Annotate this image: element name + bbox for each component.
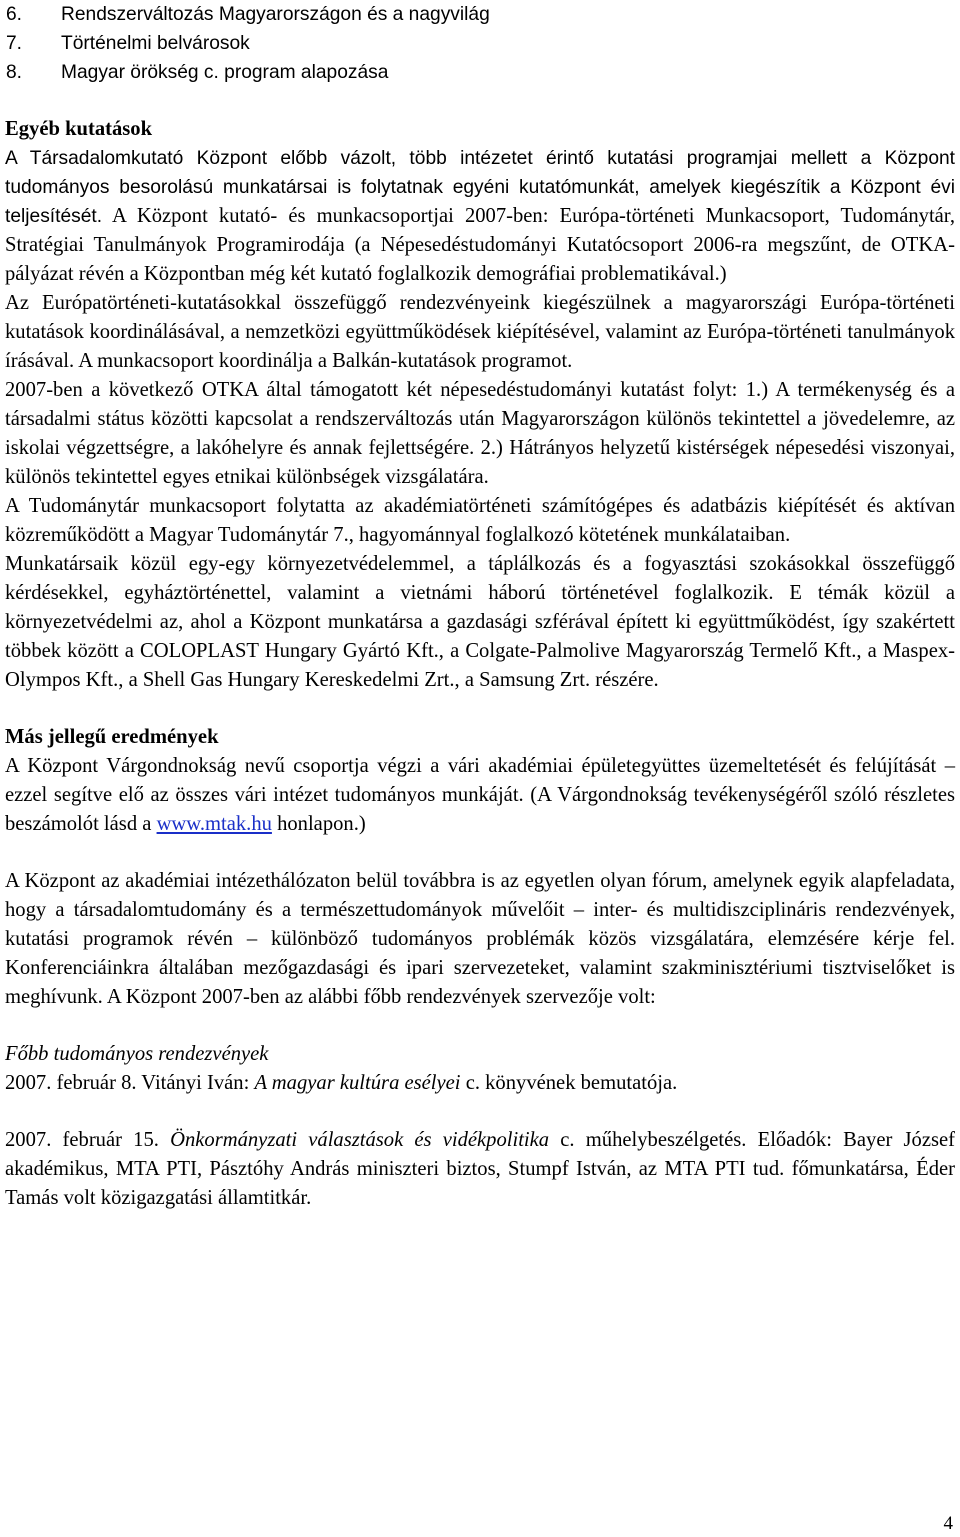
paragraph-continuation: A Központ kutató- és munkacsoportjai 2007-ben: Európa-történeti Munkacsoport, Tudománytár, Stratégiai Tanulmányok Programirodája (a Népesedéstudományi Kutatócsoport 2006-ra megszűnt, de OTKA-pályázat révén a Központban még két kutató foglalkozik demográfiai problematikával.) [5, 205, 955, 285]
mtak-link[interactable]: www.mtak.hu [156, 813, 272, 835]
page-number: 4 [943, 1513, 953, 1534]
list-item [5, 58, 955, 87]
event-item [5, 1126, 955, 1213]
paragraph-text: A Központ Várgondnokság nevű csoportja végzi a vári akadémiai épületegyüttes üzemeltetését és felújítását – ezzel segítve elő az összes vári intézet tudományos munkáját. (A Várgondnokság tevékenységéről szóló részletes beszámolót lásd a [5, 755, 955, 835]
list-text: Történelmi belvárosok [61, 33, 250, 54]
paragraph [5, 144, 955, 289]
paragraph [5, 752, 955, 839]
paragraph: Az Európatörténeti-kutatásokkal összefüggő rendezvényeink kiegészülnek a magyarországi Európa-történeti kutatások koordinálásával, a nemzetközi együttműködések kiépítésével, valamint az Európa-történeti tanulmányok írásával. A munkacsoport koordinálja a Balkán-kutatások programot. [5, 292, 955, 372]
paragraph: A Tudománytár munkacsoport folytatta az akadémiatörténeti számítógépes és adatbázis kiépítését és aktívan közreműködött a Magyar Tudománytár 7., hagyománnyal foglalkozó kötetének munkálataiban. [5, 495, 955, 546]
section-heading-other-results: Más jellegű eredmények [5, 726, 219, 748]
event-item [5, 1069, 955, 1098]
list-number: 6. [6, 4, 23, 25]
events-heading-text: Főbb tudományos rendezvények [5, 1043, 269, 1065]
paragraph-text: honlapon.) [271, 813, 366, 835]
event-description: c. műhelybeszélgetés. Előadók: Bayer József akadémikus, MTA PTI, Pásztóhy András miniszteri biztos, Stumpf István, az MTA PTI tud. főmunkatársa, Éder Tamás volt közigazgatási államtitkár. [5, 1129, 955, 1209]
paragraph: A Központ az akadémiai intézethálózaton belül továbbra is az egyetlen olyan fórum, amelynek egyik alapfeladata, hogy a társadalomtudomány és a természettudományok művelőit – inter- és multidiszciplináris rendezvények, kutatási programok révén – különböző tudományos problémák közös vizsgálatára, elemzésére kérje fel. Konferenciáinkra általában mezőgazdasági és ipari szervezeteket, valamint szakminisztériumi tisztviselőket is meghívunk. A Központ 2007-ben az alábbi főbb rendezvények szervezője volt: [5, 870, 955, 1008]
paragraph-intro: A Társadalomkutató Központ előbb vázolt, több intézetet érintő kutatási programjai mellett a Központ tudományos besorolású munkatársai is folytatnak egyéni kutatómunkát, amelyek kiegészítik a Központ évi teljesítését. [5, 148, 955, 227]
paragraph: 2007-ben a következő OTKA által támogatott két népesedéstudományi kutatást folyt: 1.) A termékenység és a társadalmi státus közötti kapcsolat a rendszerváltozás után Magyarországon különös tekintettel a jövedelemre, az iskolai végzettségre, a lakóhelyre és annak fejlettségére. 2.) Hátrányos helyzetű kistérségek népesedési viszonyai, különös tekintettel egyes etnikai különbségek vizsgálatára. [5, 379, 955, 488]
section-heading-events [5, 1040, 955, 1069]
list-text: Rendszerváltozás Magyarországon és a nagyvilág [61, 4, 490, 25]
event-title: A magyar kultúra esélyei [254, 1072, 461, 1094]
document-page [5, 0, 955, 1213]
event-date: 2007. február 8. Vitányi Iván: [5, 1072, 255, 1094]
list-text: Magyar örökség c. program alapozása [61, 62, 389, 83]
paragraph: Munkatársaik közül egy-egy környezetvédelemmel, a táplálkozás és a fogyasztási szokásokkal összefüggő kérdésekkel, egyháztörténettel, valamint a vietnámi háború történetével foglalkozik. E témák közül a környezetvédelmi az, ahol a Központ munkatársa a gazdasági szférával épített ki együttműködést, így szakértett többek között a COLOPLAST Hungary Gyártó Kft., a Colgate-Palmolive Magyarország Termelő Kft., a Maspex-Olympos Kft., a Shell Gas Hungary Kereskedelmi Zrt., a Samsung Zrt. részére. [5, 553, 955, 691]
list-number: 8. [6, 62, 23, 83]
list-item [5, 29, 955, 58]
event-description: c. könyvének bemutatója. [460, 1072, 678, 1094]
numbered-list [5, 0, 955, 87]
section-heading-other-research: Egyéb kutatások [5, 118, 153, 140]
event-title: Önkormányzati választások és vidékpolitika [170, 1129, 550, 1151]
list-item [5, 0, 955, 29]
event-date: 2007. február 15. [5, 1129, 171, 1151]
list-number: 7. [6, 33, 23, 54]
